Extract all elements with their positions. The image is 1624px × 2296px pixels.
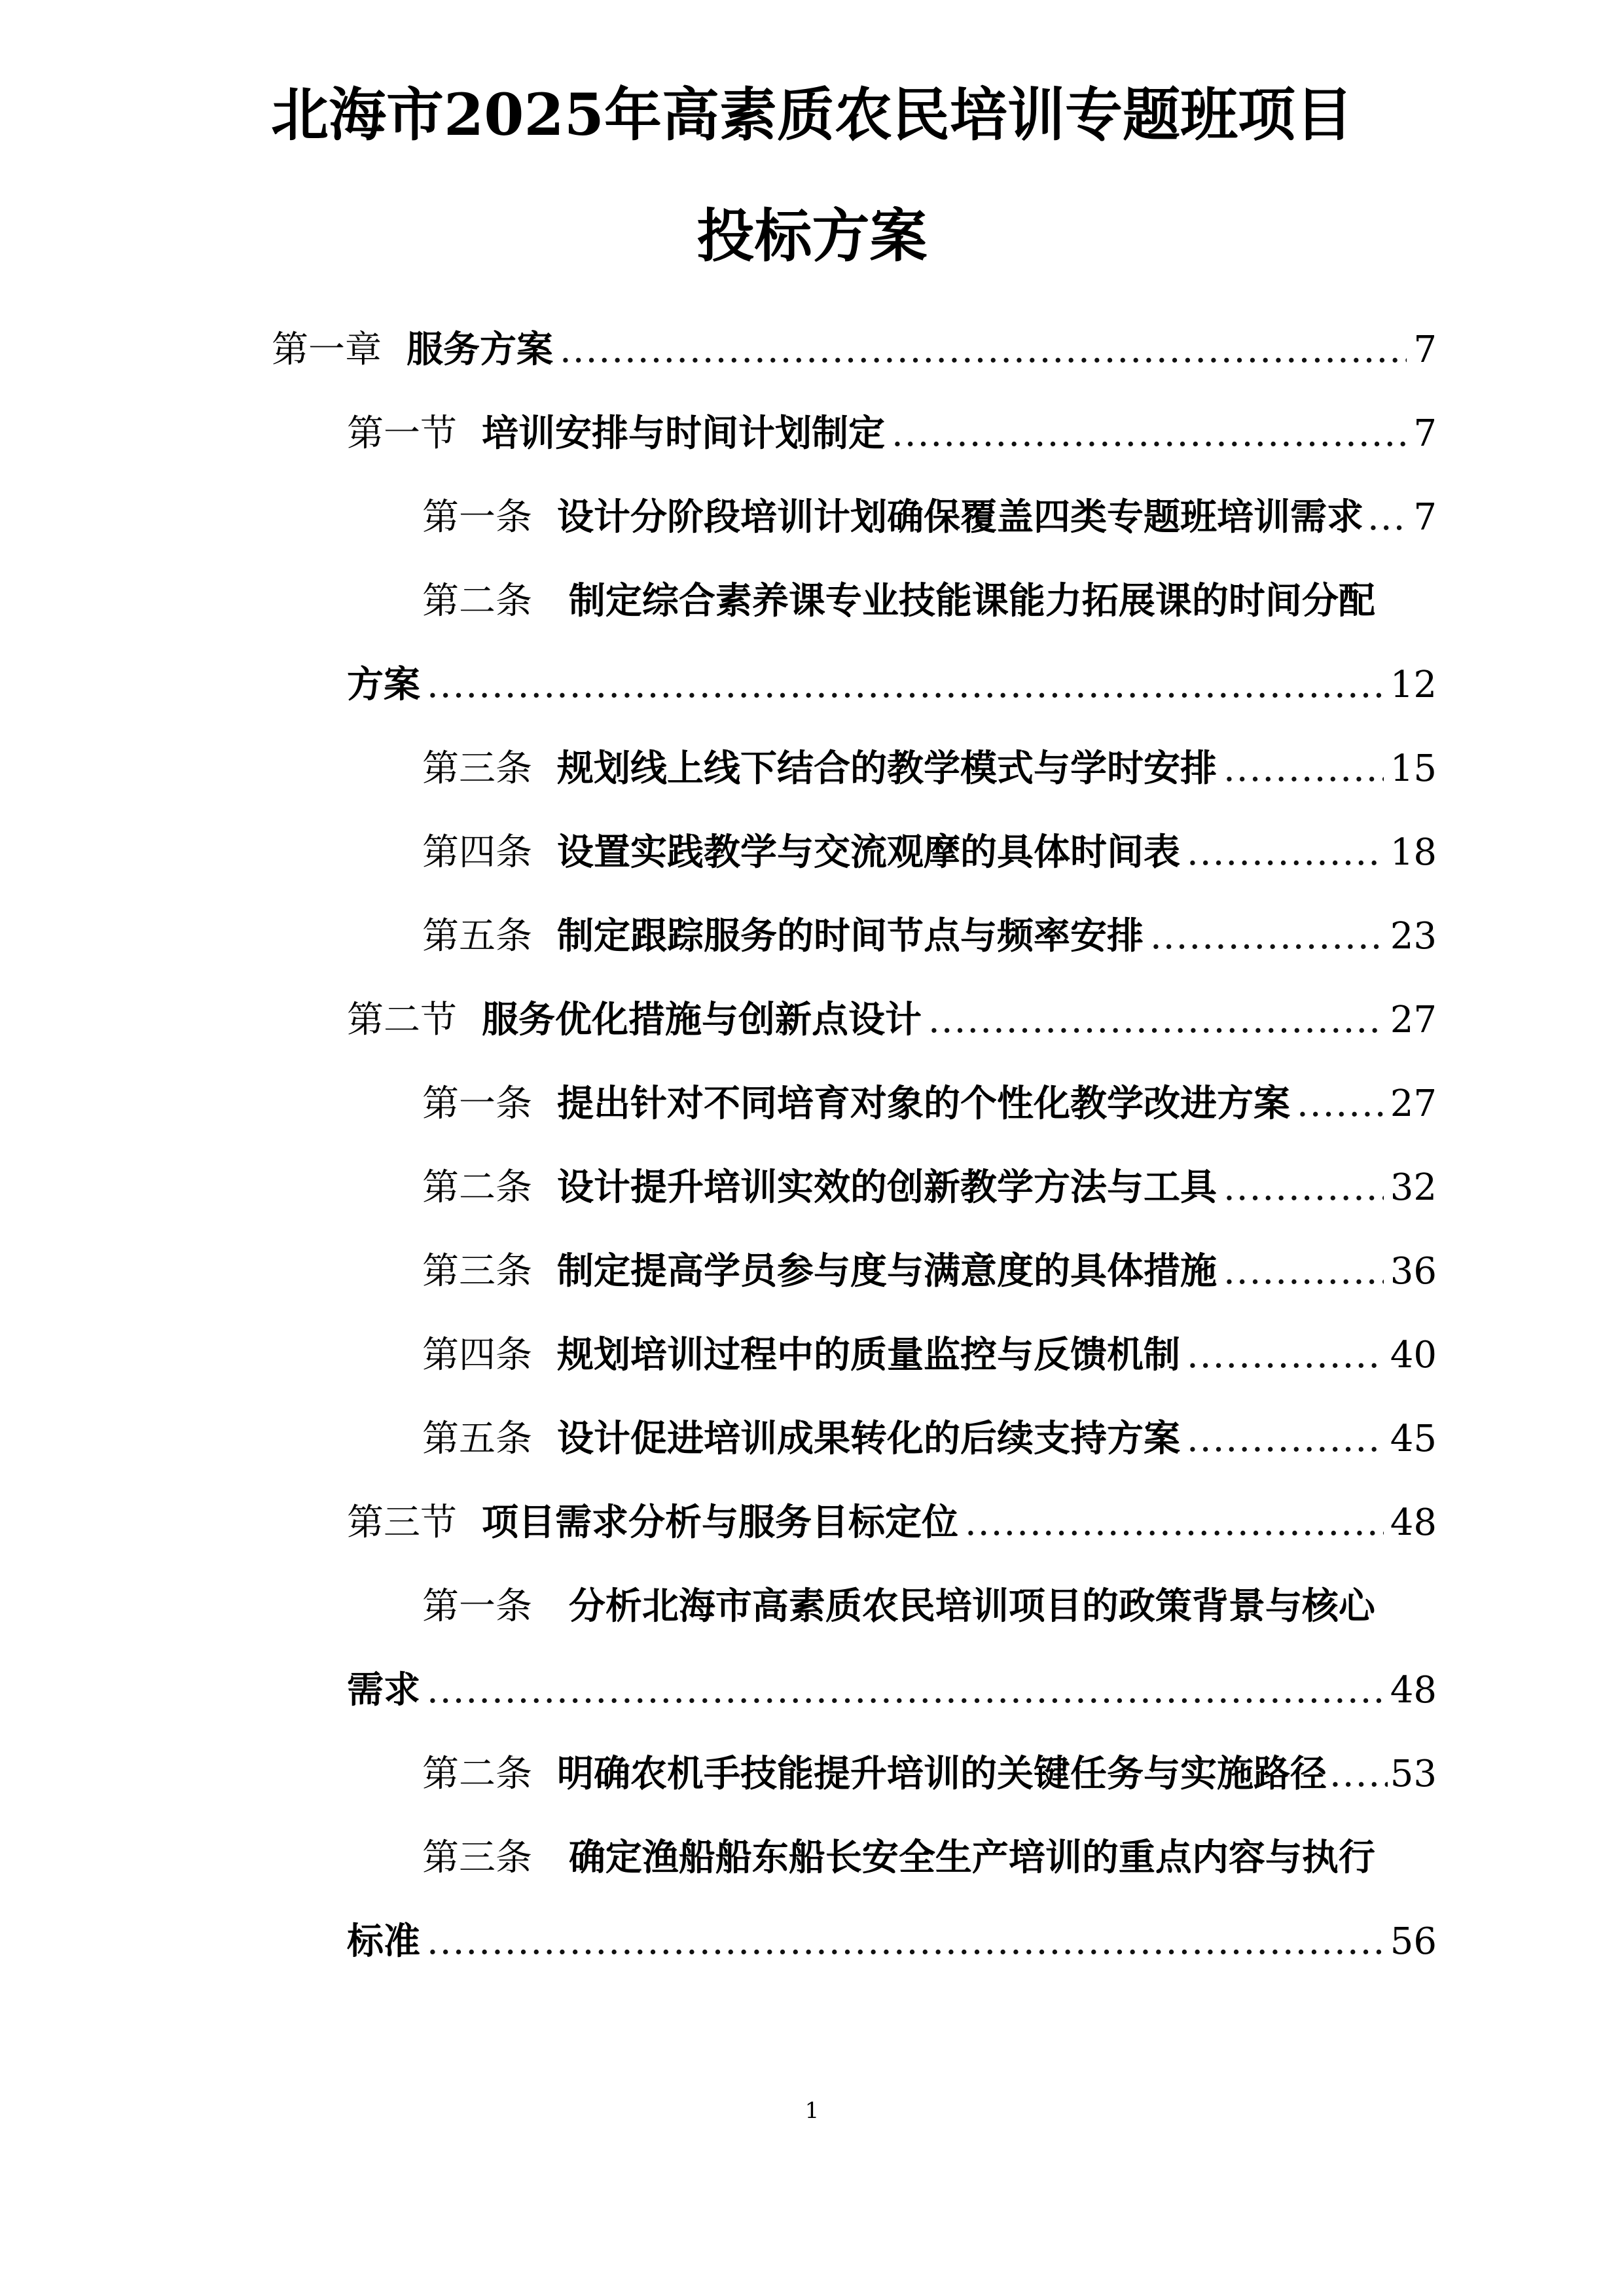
toc-article[interactable] — [422, 912, 1437, 960]
toc-article[interactable] — [422, 1750, 1437, 1797]
toc-page: 27 — [1390, 1083, 1437, 1125]
toc-section-2[interactable] — [347, 996, 1437, 1043]
toc-number: 第二条 — [422, 1753, 532, 1795]
toc-article[interactable] — [422, 829, 1437, 876]
toc-leader — [1187, 1332, 1384, 1379]
toc-number: 第四条 — [422, 831, 532, 874]
document-title-line-2: 投标方案 — [696, 202, 928, 270]
toc-title-continued: 方案 — [347, 663, 420, 706]
toc-article[interactable] — [422, 745, 1437, 792]
toc-section-3[interactable] — [347, 1499, 1437, 1546]
toc-leader — [1187, 1416, 1384, 1463]
toc-leader — [928, 997, 1384, 1044]
toc-leader — [1150, 913, 1384, 960]
toc-leader — [427, 1918, 1384, 1965]
toc-title: 培训安排与时间计划制定 — [482, 412, 885, 455]
toc-leader — [427, 662, 1384, 709]
toc-number: 第三条 — [422, 1837, 532, 1879]
toc-number: 第三节 — [347, 1501, 457, 1544]
toc-title: 项目需求分析与服务目标定位 — [482, 1501, 958, 1544]
toc-page: 36 — [1390, 1250, 1437, 1293]
toc-article-line-1[interactable] — [422, 1834, 1375, 1881]
toc-leader — [965, 1499, 1384, 1547]
toc-title: 规划线上线下结合的教学模式与学时安排 — [557, 747, 1217, 790]
toc-article[interactable] — [422, 1164, 1437, 1211]
toc-number: 第五条 — [422, 1418, 532, 1460]
toc-number: 第一条 — [422, 1585, 532, 1628]
toc-leader — [1367, 494, 1409, 541]
toc-title: 设计促进培训成果转化的后续支持方案 — [557, 1417, 1180, 1460]
toc-article-line-1[interactable] — [422, 1583, 1375, 1630]
toc-title: 确定渔船船东船长安全生产培训的重点内容与执行 — [568, 1836, 1375, 1879]
toc-leader — [1297, 1081, 1384, 1128]
toc-number: 第四条 — [422, 1334, 532, 1376]
toc-title: 制定综合素养课专业技能课能力拓展课的时间分配 — [568, 579, 1375, 622]
toc-number: 第一节 — [347, 412, 457, 455]
toc-page: 40 — [1390, 1334, 1437, 1376]
toc-section-1[interactable] — [347, 410, 1437, 457]
toc-page: 56 — [1390, 1920, 1437, 1963]
toc-leader — [1187, 829, 1384, 876]
toc-article-line-2[interactable] — [347, 1918, 1437, 1965]
toc-leader — [1223, 1248, 1384, 1295]
toc-number: 第二条 — [422, 1166, 532, 1209]
toc-page: 48 — [1390, 1669, 1437, 1712]
toc-page: 27 — [1390, 999, 1437, 1041]
toc-title: 规划培训过程中的质量监控与反馈机制 — [557, 1333, 1180, 1376]
toc-title: 设计分阶段培训计划确保覆盖四类专题班培训需求 — [557, 495, 1363, 539]
toc-page: 7 — [1413, 496, 1437, 539]
toc-page: 12 — [1390, 664, 1437, 706]
toc-article[interactable] — [422, 1080, 1437, 1127]
toc-article[interactable] — [422, 1247, 1437, 1295]
toc-number: 第三条 — [422, 1250, 532, 1293]
toc-title: 服务方案 — [406, 328, 553, 371]
toc-title-continued: 需求 — [347, 1668, 420, 1712]
page-number: 1 — [804, 2098, 820, 2124]
toc-number: 第三条 — [422, 747, 532, 790]
toc-page: 48 — [1390, 1501, 1437, 1544]
toc-leader — [1329, 1751, 1388, 1798]
toc-number: 第一条 — [422, 1083, 532, 1125]
toc-article[interactable] — [422, 493, 1437, 541]
toc-page: 15 — [1390, 747, 1437, 790]
toc-leader — [1223, 1164, 1384, 1211]
toc-title-continued: 标准 — [347, 1920, 420, 1963]
toc-number: 第一条 — [422, 496, 532, 539]
document-title-line-1: 北海市2025年高素质农民培训专题班项目 — [271, 81, 1353, 149]
toc-title: 设计提升培训实效的创新教学方法与工具 — [557, 1166, 1217, 1209]
toc-leader — [892, 410, 1407, 457]
toc-title: 制定提高学员参与度与满意度的具体措施 — [557, 1249, 1217, 1293]
toc-number: 第二节 — [347, 999, 457, 1041]
toc-chapter-1[interactable] — [272, 326, 1437, 373]
toc-article-line-1[interactable] — [422, 577, 1375, 624]
toc-page: 45 — [1390, 1418, 1437, 1460]
toc-leader — [1223, 745, 1384, 793]
toc-title: 制定跟踪服务的时间节点与频率安排 — [557, 914, 1144, 958]
toc-number: 第二条 — [422, 580, 532, 622]
toc-page: 7 — [1413, 329, 1437, 371]
toc-page: 7 — [1413, 412, 1437, 455]
toc-leader — [560, 327, 1407, 374]
toc-title: 明确农机手技能提升培训的关键任务与实施路径 — [557, 1752, 1327, 1795]
toc-article[interactable] — [422, 1331, 1437, 1378]
toc-title: 设置实践教学与交流观摩的具体时间表 — [557, 831, 1180, 874]
toc-article-line-2[interactable] — [347, 1666, 1437, 1713]
toc-number: 第五条 — [422, 915, 532, 958]
toc-page: 18 — [1390, 831, 1437, 874]
toc-title: 服务优化措施与创新点设计 — [482, 998, 922, 1041]
toc-article[interactable] — [422, 1415, 1437, 1462]
toc-article-line-2[interactable] — [347, 661, 1437, 708]
toc-page: 53 — [1390, 1753, 1437, 1795]
toc-number: 第一章 — [272, 329, 382, 371]
toc-title: 分析北海市高素质农民培训项目的政策背景与核心 — [568, 1585, 1375, 1628]
toc-page: 23 — [1390, 915, 1437, 958]
toc-page: 32 — [1390, 1166, 1437, 1209]
toc-leader — [427, 1667, 1384, 1714]
toc-title: 提出针对不同培育对象的个性化教学改进方案 — [557, 1082, 1290, 1125]
